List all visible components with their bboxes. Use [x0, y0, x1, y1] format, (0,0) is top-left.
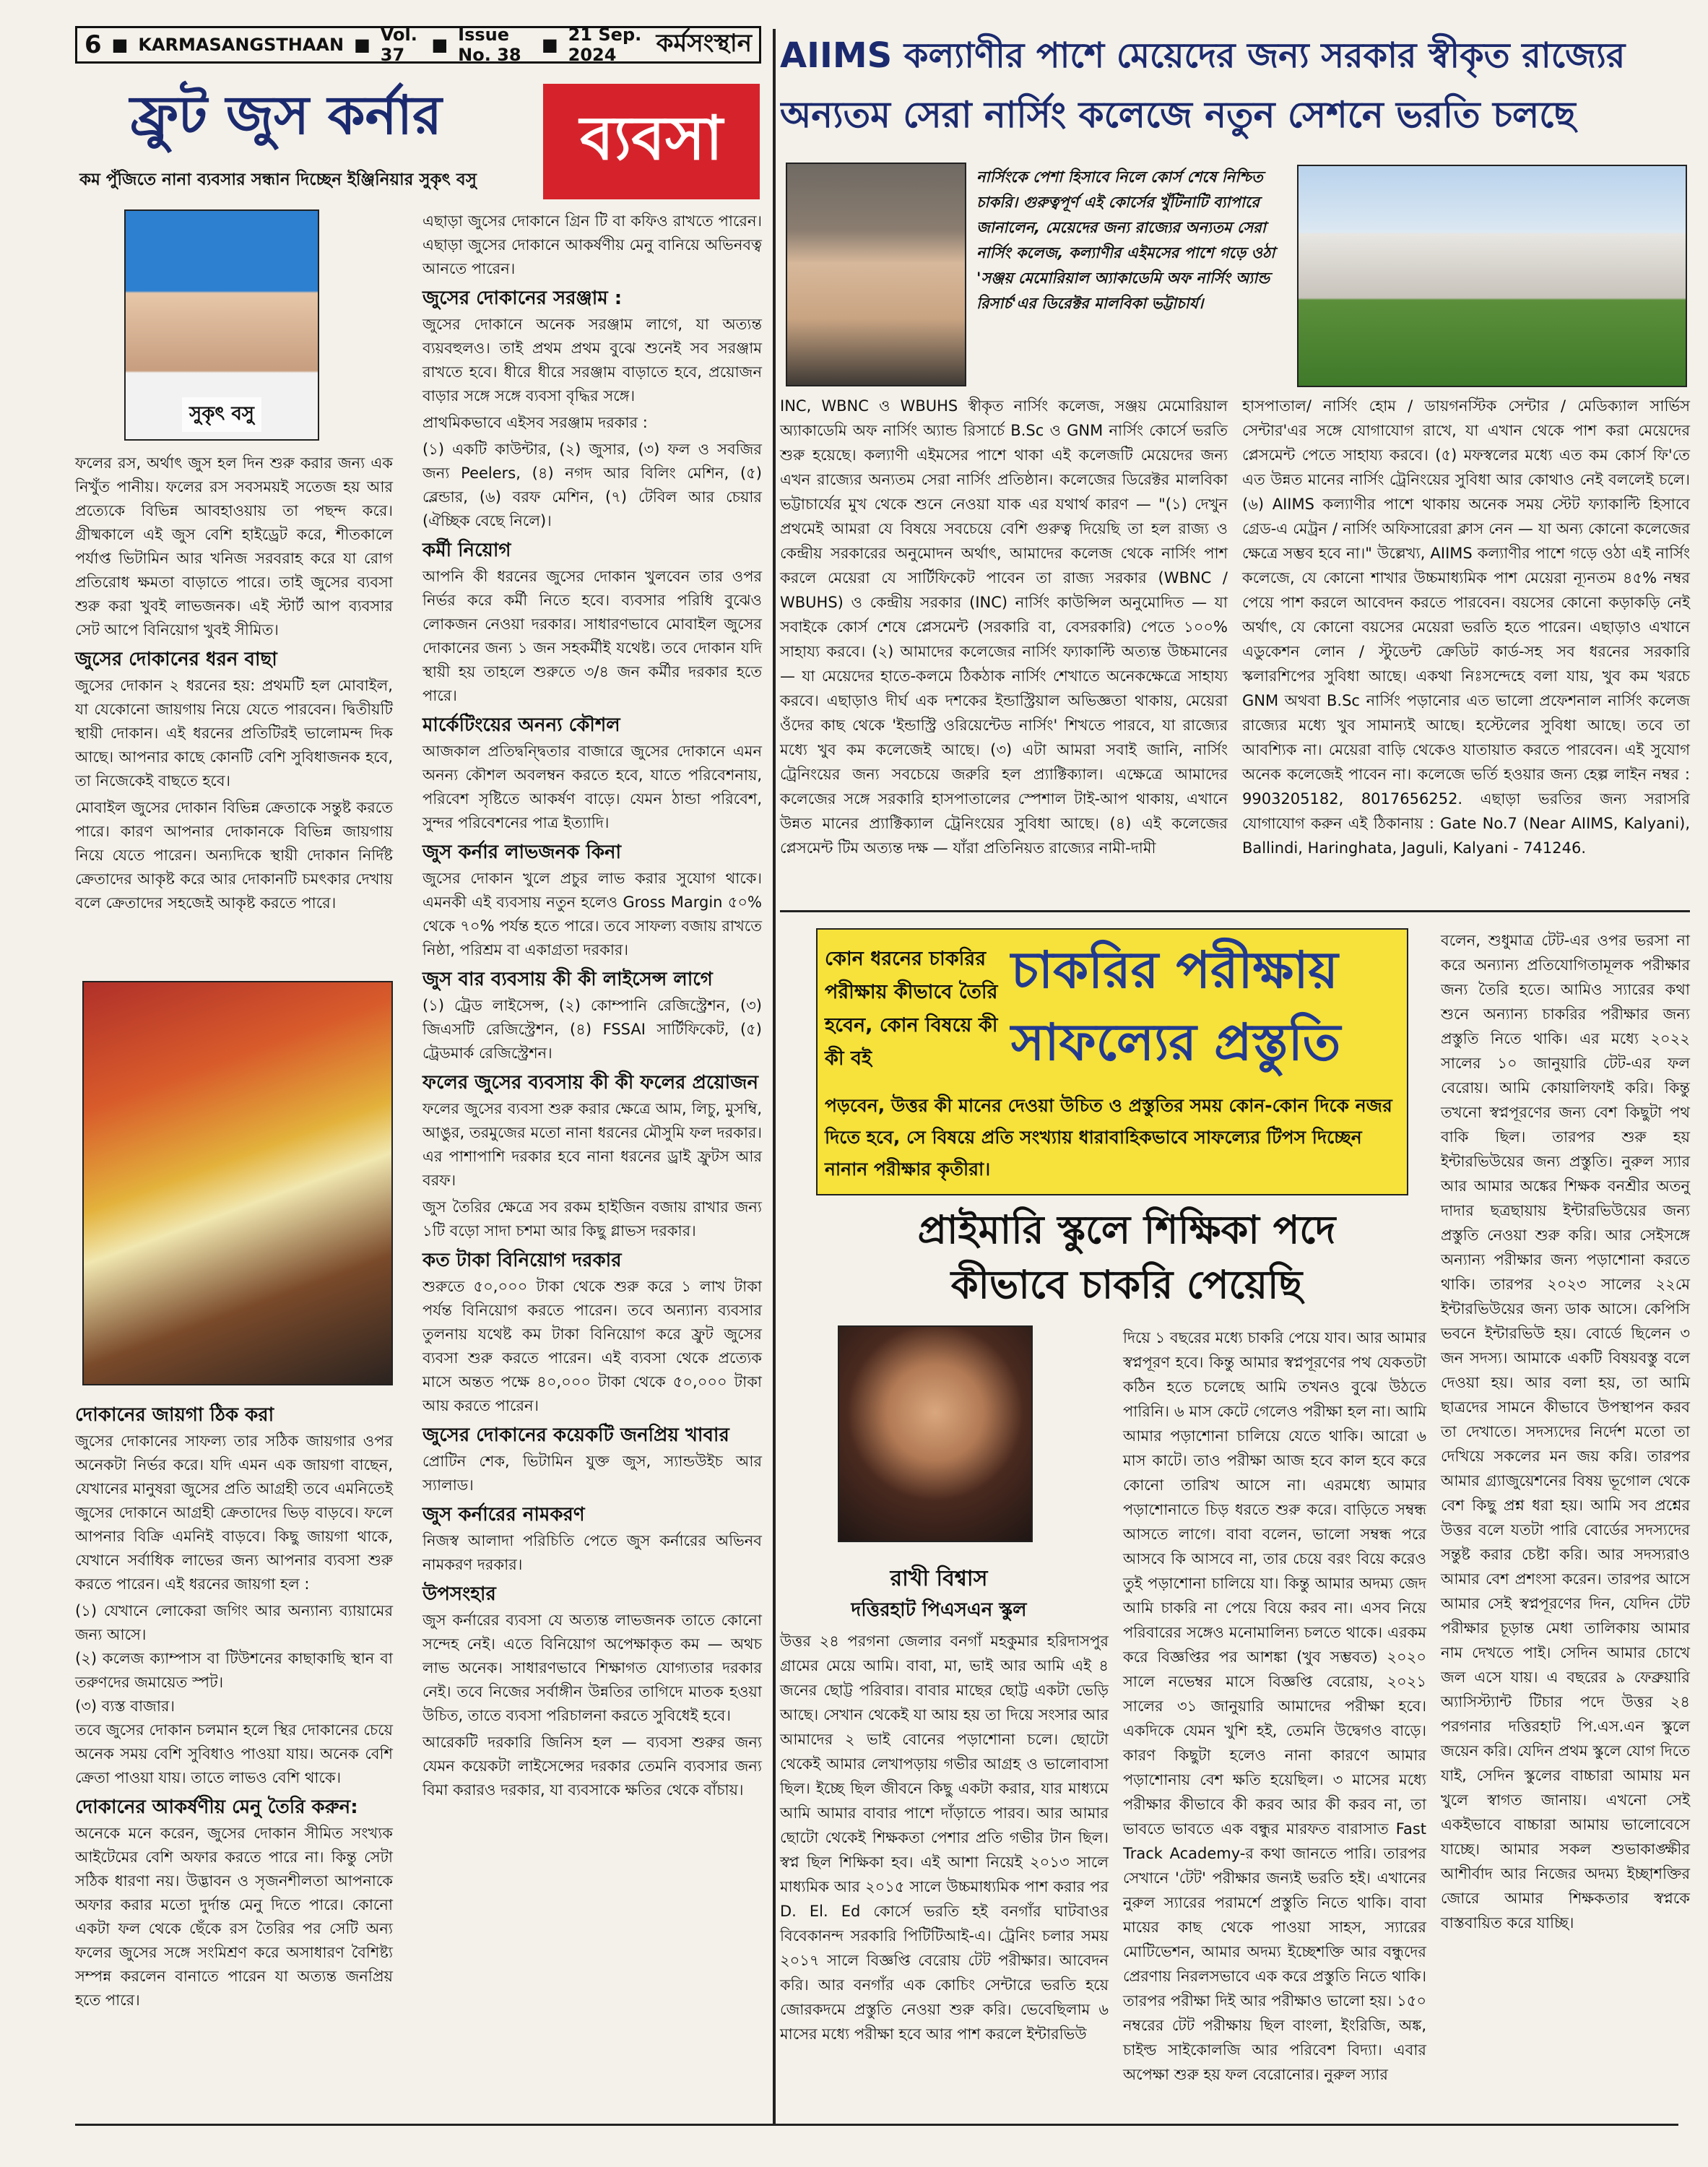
teacher-title-line-2: কীভাবে চাকরি পেয়েছি [950, 1262, 1303, 1307]
teacher-column-3: বলেন, শুধুমাত্র টেট-এর ওপর ভরসা না করে অন্যান্য প্রতিযোগিতামূলক পরীক্ষার জন্য তৈরি হতে। আমিও স্যারের কথা শুনে অন্যান্য চাকরির পরীক্ষার জন্য প্রস্তুতি নিতে থাকি। এর মধ্যে ২০২২ সালের ১০ জানুয়ারি টেট-এর ফল বেরোয়। আমি কোয়ালিফাই করি। কিন্তু তখনো স্বপ্নপূরণের জন্য বেশ কিছুটা পথ বাকি ছিল। তারপর শুরু হয় ইন্টারভিউয়ের জন্য প্রস্তুতি। নুরুল স্যার আর আমার অঙ্কের শিক্ষক বনশ্রীর অতনু দাদার ছত্রছায়ায় ইন্টারভিউয়ের জন্য প্রস্তুতি নেওয়া শুরু করি। আর সেইসঙ্গে অন্যান্য পরীক্ষার জন্য পড়াশোনা করতে থাকি। তারপর ২০২৩ সালের ২২মে ইন্টারভিউয়ের জন্য ডাক আসে। কেপিসি ভবনে ইন্টারভিউ হয়। বোর্ডে ছিলেন ৩ জন সদস্য। আমাকে একটি বিষয়বস্তু বলে দেওয়া হয়। আর বলা হয়, তা আমি ছাত্রদের সামনে কীভাবে উপস্থাপন করব তা দেখাতে। সদস্যদের নির্দেশ মতো তা দেখিয়ে সকলের মন জয় করি। তারপর আমার গ্র্যাজুয়েশনের বিষয় ভূগোল থেকে বেশ কিছু প্রশ্ন ধরা হয়। আমি সব প্রশ্নের উত্তর বলে যতটা পারি বোর্ডের সদস্যদের সন্তুষ্ট করার চেষ্টা করি। আর সদস্যরাও আমার বেশ প্রশংসা করেন। তারপর আসে আমার সেই স্বপ্নপূরণের দিন, যেদিন টেট পরীক্ষার চূড়ান্ত মেধা তালিকায় আমার নাম দেখতে পাই। সেদিন আমার চোখে জল এসে যায়। এ বছরের ৯ ফেব্রুয়ারি অ্যাসিস্ট্যান্ট টিচার পদে উত্তর ২৪ পরগনার দত্তিরহাট পি.এস.এন স্কুলে জয়েন করি। যেদিন প্রথম স্কুলে যোগ দিতে যাই, সেদিন স্কুলের বাচ্চারা আমায় মন খুলে স্বাগত জানায়। এখনো সেই একইভাবে বাচ্চারা আমায় ভালোবেসে যাচ্ছে। আমার সকল শুভাকাঙ্ক্ষীর আশীর্বাদ আর নিজের অদম্য ইচ্ছাশক্তির জোরে আমার শিক্ষকতার স্বপ্নকে বাস্তবায়িত করে যাচ্ছি। [1441, 932, 1690, 1932]
location-heading: দোকানের জায়গা ঠিক করা [75, 1404, 274, 1426]
juice-shop-photo [82, 981, 393, 1385]
shop-types-text: জুসের দোকান ২ ধরনের হয়: প্রথমটি হল মোবাইল, যা যেকোনো জায়গায় নিয়ে যেতে পারবেন। দ্বিতীয়টি স্থায়ী দোকান। এই ধরনের প্রতিটিরই ভালোমন্দ দিক আছে। আপনার কাছে কোনটি বেশি সুবিধাজনক হবে, তা নিজেকেই বাছতে হবে। [75, 677, 393, 790]
nursing-intro: নার্সিংকে পেশা হিসাবে নিলে কোর্স শেষে নিশ্চিত চাকরি। গুরুত্বপূর্ণ এই কোর্সের খুঁটিনাটি ব্যাপারে জানালেন, মেয়েদের জন্য রাজ্যের অন্যতম সেরা নার্সিং কলেজ, কল্যাণীর এইমসের পাশে গড়ে ওঠা 'সঞ্জয় মেমোরিয়াল অ্যাকাডেমি অফ নার্সিং অ্যান্ড রিসার্চ'এর ডিরেক্টর মালবিকা ভট্টাচার্য। [976, 168, 1275, 312]
page-number: 6 [84, 30, 102, 59]
location-after-text: তবে জুসের দোকান চলমান হলে স্থির দোকানের চেয়ে অনেক সময় বেশি সুবিধাও পাওয়া যায়। অনেক বেশি ক্রেতা পাওয়া যায়। তাতে লাভও বেশি থাকে। [75, 1721, 393, 1786]
brand-logo: কর্মসংস্থান [656, 28, 752, 58]
license-text: (১) ট্রেড লাইসেন্স, (২) কোম্পানি রেজিস্ট্রেশন, (৩) জিএসটি রেজিস্ট্রেশন, (৪) FSSAI সার্টিফিকেট, (৫) ট্রেডমার্ক রেজিস্ট্রেশন। [422, 997, 762, 1062]
final-text: আরেকটি দরকারি জিনিস হল — ব্যবসা শুরুর জন্য যেমন কয়েকটা লাইসেন্সের দরকার তেমনি ব্যবসার জন্য বিমা করারও দরকার, যা ব্যবসাকে ক্ষতির থেকে বাঁচায়। [422, 1734, 762, 1799]
nursing-title-line-1: AIIMS কল্যাণীর পাশে মেয়েদের জন্য সরকার স্বীকৃত রাজ্যের [780, 35, 1626, 76]
masthead-bar [75, 26, 761, 64]
location-list-item: (১) যেখানে লোকেরা জগিং আর অন্যান্য ব্যায়ামের জন্য আসে। [75, 1602, 393, 1643]
director-portrait [786, 163, 966, 386]
equipment-intro: প্রাথমিকভাবে এইসব সরঞ্জাম দরকার : [422, 414, 648, 431]
equipment-text: জুসের দোকানে অনেক সরঞ্জাম লাগে, যা অত্যন্ত ব্যয়বহুলও। তাই প্রথম প্রথম বুঝে শুনেই সব সরঞ্জাম রাখতে হবে। ধীরে ধীরে সরঞ্জাম বাড়াতে হবে, প্রয়োজন বাড়ার সঙ্গে সঙ্গে ব্যবসা বৃদ্ধির সঙ্গে। [422, 316, 762, 405]
exam-feature-box [816, 928, 1408, 1195]
equipment-list: (১) একটি কাউন্টার, (২) জুসার, (৩) ফল ও সবজির জন্য Peelers, (৪) নগদ আর বিলিং মেশিন, (৫) ব্লেন্ডার, (৬) বরফ মেশিন, (৭) টেবিল আর চেয়ার (ঐচ্ছিক বেছে নিলে)। [422, 441, 762, 529]
exam-box-title-1: চাকরির পরীক্ষায় [1011, 940, 1338, 1000]
juice-intro: ফলের রস, অর্থাৎ জুস হল দিন শুরু করার জন্য এক নিখুঁত পানীয়। ফলের রস সবসময়ই সতেজ হয় আর প্রত্যেকে বিভিন্ন আবহাওয়ায় তা পছন্দ করে। গ্রীষ্মকালে এই জুস বেশি হাইড্রেট করে, শীতকালে পর্যাপ্ত ভিটামিন আর খনিজ সরবরাহ করে যা রোগ প্রতিরোধ ক্ষমতা বাড়াতে পারে। তাই জুসের ব্যবসা শুরু করা খুবই লাভজনক। এই স্টার্ট আপ ব্যবসার সেট আপে বিনিয়োগ খুবই সীমিত। [75, 454, 393, 639]
exam-box-left-text: কোন ধরনের চাকরির পরীক্ষায় কীভাবে তৈরি হবেন, কোন বিষয়ে কী কী বই [825, 948, 998, 1070]
location-list [75, 1599, 393, 1718]
popular-heading: জুসের দোকানের কয়েকটি জনপ্রিয় খাবার [422, 1424, 729, 1446]
college-building-photo [1297, 165, 1687, 387]
issue-number: Issue No. 38 [458, 25, 521, 65]
popular-text: প্রোটিন শেক, ভিটামিন যুক্ত জুস, স্যান্ডউইচ আর স্যালাড। [422, 1453, 762, 1494]
section-divider [780, 910, 1690, 912]
teacher-column-2: দিয়ে ১ বছরের মধ্যে চাকরি পেয়ে যাব। আর আমার স্বপ্নপূরণ হবে। কিন্তু আমার স্বপ্নপূরণের পথ যেকতটা কঠিন হতে চলেছে আমি তখনও বুঝে উঠতে পারিনি। ৬ মাস কেটে গেলেও পরীক্ষা হল না। আমি আমার পড়াশোনা চালিয়ে যেতে থাকি। আরো ৬ মাস কাটে। তাও পরীক্ষা আজ হবে কাল হবে করে কোনো তারিখ আসে না। এরমধ্যে আমার পড়াশোনাতে চিড় ধরতে শুরু করে। বাড়িতে সম্বন্ধ আসতে লাগে। বাবা বলেন, ভালো সম্বন্ধ পরে আসবে কি আসবে না, তার চেয়ে বরং বিয়ে করেও তুই পড়াশোনা চালিয়ে যা। কিন্তু আমার অদম্য জেদ আমি চাকরি না পেয়ে বিয়ে করব না। এসব নিয়ে পরিবারের সঙ্গেও মনোমালিন্য চলতে থাকে। এরকম করে বিজ্ঞপ্তির পর আশঙ্কা (খুব সম্ভবত) ২০২০ সালে নভেম্বর মাসে বিজ্ঞপ্তি বেরোয়, ২০২১ সালের ৩১ জানুয়ারি আমাদের পরীক্ষা হবে। একদিকে যেমন খুশি হই, তেমনি উদ্বেগও বাড়ে। কারণ কিছুটা হলেও নানা কারণে আমার পড়াশোনায় বেশ ক্ষতি হয়েছিল। ৩ মাসের মধ্যে পরীক্ষার কীভাবে কী করব আর কী করব না, তা ভাবতে ভাবতে এক বন্ধুর মারফত বারাসাত Fast Track Academy-র কথা জানতে পারি। তারপর সেখানে 'টেট' পরীক্ষার জন্যই ভরতি হই। এখানের নুরুল স্যারের পরামর্শে প্রস্তুতি নিতে থাকি। বাবা মায়ের কাছ থেকে পাওয়া সাহস, স্যারের মোটিভেশন, আমার অদম্য ইচ্ছেশক্তি আর বন্ধুদের প্রেরণায় নিরলসভাবে এক করে প্রস্তুতি নিতে থাকি। তারপর পরীক্ষা দিই আর পরীক্ষাও ভালো হয়। ১৫০ নম্বরের টেট পরীক্ষায় ছিল বাংলা, ইংরিজি, অঙ্ক, চাইল্ড সাইকোলজি আর পরিবেশ বিদ্যা। এবার অপেক্ষা শুরু হয় ফল বেরোনোর। নুরুল স্যার [1123, 1329, 1426, 2083]
issue-date: 21 Sep. 2024 [568, 25, 642, 65]
investment-heading: কত টাকা বিনিয়োগ দরকার [422, 1250, 622, 1271]
hygiene-text: জুস তৈরির ক্ষেত্রে সব রকম হাইজিন বজায় রাখার জন্য ১টি বড়ো সাদা চশমা আর কিছু গ্লাভস দরকার। [422, 1198, 762, 1240]
section-tag-label: ব্যবসা [580, 101, 723, 173]
conclusion-heading: উপসংহার [422, 1583, 496, 1605]
section-tag [543, 84, 760, 199]
juice-title: ফ্রুট জুস কর্নার [130, 85, 442, 147]
teacher-portrait [838, 1325, 1033, 1542]
staff-text: আপনি কী ধরনের জুসের দোকান খুলবেন তার ওপর নির্ভর করে কর্মী নিতে হবে। ব্যবসার পরিধি বুঝেও লোকজন নেওয়া দরকার। সাধারণভাবে মোবাইল জুসের দোকানের জন্য ১ জন সহকর্মীই যথেষ্ট। তবে দোকান যদি স্থায়ী হয় তাহলে শুরুতে ৩/৪ জন কর্মীর দরকার হতে পারে। [422, 568, 762, 704]
nursing-title-line-2: অন্যতম সেরা নার্সিং কলেজে নতুন সেশনে ভরতি চলছে [780, 94, 1576, 136]
exam-box-bottom-text: পড়বেন, উত্তর কী মানের দেওয়া উচিত ও প্রস্তুতির সময় কোন-কোন দিকে নজর দিতে হবে, সে বিষয়ে প্রতি সংখ্যায় ধারাবাহিকভাবে সাফল্যের টিপস দিচ্ছেন নানান পরীক্ষার কৃতীরা। [825, 1095, 1392, 1180]
nursing-body-left: INC, WBNC ও WBUHS স্বীকৃত নার্সিং কলেজ, সঞ্জয় মেমোরিয়াল অ্যাকাডেমি অফ নার্সিং অ্যান্ড রিসার্চে B.Sc ও GNM নার্সিং কোর্সে ভরতি শুরু হয়েছে। কল্যাণী এইমসের পাশে থাকা এই কলেজটি মেয়েদের জন্য এখন রাজ্যের অন্যতম সেরা নার্সিং প্রতিষ্ঠান। কলেজের ডিরেক্টর মালবিকা ভট্টাচার্যের মুখ থেকে শুনে নেওয়া যাক এর যথার্থ কারণ — "(১) দেখুন প্রথমেই আমরা যে বিষয়ে সবচেয়ে বেশি গুরুত্ব দিয়েছি তা হল রাজ্য ও কেন্দ্রীয় সরকারের অনুমোদন অর্থাৎ, আমাদের কলেজ থেকে নার্সিং পাশ করলে মেয়েরা যে সার্টিফিকেট পাবেন তা রাজ্য সরকার (WBNC / WBUHS) ও কেন্দ্রীয় সরকার (INC) নার্সিং কাউন্সিল অনুমোদিত — যা সবাইকে কোর্স শেষে প্লেসমেন্ট (সরকারি বা, বেসরকারি) পেতে ১০০% সাহায্য করবে। (২) আমাদের কলেজের নার্সিং ফ্যাকাল্টি অত্যন্ত উচ্চমানের — যা মেয়েদের হাতে-কলমে ঠিকঠাক নার্সিং শেখাতে অনেকক্ষেত্রে সাহায্য করবে। এছাড়াও দীর্ঘ এক দশকের ইন্ডাস্ট্রিয়াল অভিজ্ঞতা থাকায়, মেয়েরা ওঁদের কাছ থেকে 'ইন্ডাস্ট্রি ওরিয়েন্টেড নার্সিং' শিখতে পারবে, যা রাজ্যের মধ্যে খুব কম কলেজেই আছে। (৩) এটা আমরা সবাই জানি, নার্সিং ট্রেনিংয়ের জন্য সবচেয়ে জরুরি হল প্র্যাক্টিক্যাল। এক্ষেত্রে আমাদের কলেজের সঙ্গে সরকারি হাসপাতালের স্পেশাল টাই-আপ থাকায়, এখানে উন্নত মানের প্র্যাক্টিক্যাল ট্রেনিংয়ের সুবিধা আছে। (৪) এই কলেজের প্লেসমেন্ট টিম অত্যন্ত দক্ষ — যাঁরা প্রতিনিয়ত রাজ্যের নামী-দামী [780, 397, 1228, 857]
exam-box-title-2: সাফল্যের প্রস্তুতি [1011, 1013, 1341, 1072]
fruits-heading: ফলের জুসের ব্যবসায় কী কী ফলের প্রয়োজন [422, 1072, 759, 1094]
shop-types-heading: জুসের দোকানের ধরন বাছা [75, 649, 277, 670]
location-list-item: (২) কলেজ ক্যাম্পাস বা টিউশনের কাছাকাছি স্থান বা তরুণদের জমায়েত স্পট। [75, 1650, 393, 1691]
mobile-shop-text: মোবাইল জুসের দোকান বিভিন্ন ক্রেতাকে সন্তুষ্ট করতে পারে। কারণ আপনার দোকানকে বিভিন্ন জায়গায় নিয়ে যেতে পারেন। অন্যদিকে স্থায়ী দোকান নির্দিষ্ট ক্রেতাদের আকৃষ্ট করে আর দোকানটি চমৎকার দেখায় বলে ক্রেতাদের সহজেই আকৃষ্ট করতে পারে। [75, 799, 393, 912]
juice-column-2 [422, 209, 762, 1805]
square-bullet-icon: ■ [541, 35, 558, 55]
square-bullet-icon: ■ [111, 35, 129, 55]
square-bullet-icon: ■ [354, 35, 370, 55]
publication-name: KARMASANGSTHAAN [138, 35, 344, 55]
conclusion-text: জুস কর্নারের ব্যবসা যে অত্যন্ত লাভজনক তাতে কোনো সন্দেহ নেই। এতে বিনিয়োগ অপেক্ষাকৃত কম — অথচ লাভ অনেক। সাধারণভাবে শিক্ষাগত যোগ্যতার দরকার নেই। তবে নিজের সর্বাঙ্গীন উন্নতির তাগিদে মাতক হওয়া উচিত, তাতে ব্যবসা পরিচালনা করতে সুবিধেই হবে। [422, 1612, 762, 1724]
marketing-heading: মার্কেটিংয়ের অনন্য কৌশল [422, 714, 620, 736]
portrait-caption: সুকৃৎ বসু [182, 397, 261, 432]
juice-column-1-top [75, 451, 393, 918]
equipment-heading: জুসের দোকানের সরঞ্জাম : [422, 287, 623, 309]
profit-text: জুসের দোকান খুলে প্রচুর লাভ করার সুযোগ থাকে। এমনকী এই ব্যবসায় নতুন হলেও Gross Margin ৫০% থেকে ৭০% পর্যন্ত হতে পারে। তবে সাফল্য বজায় রাখতে নিষ্ঠা, পরিশ্রম বা একাগ্রতা দরকার। [422, 870, 762, 959]
volume-number: Vol. 37 [380, 25, 417, 65]
profit-heading: জুস কর্নার লাভজনক কিনা [422, 842, 622, 863]
teacher-name: রাখী বিশ্বাস [890, 1566, 988, 1591]
teacher-school: দত্তিরহাট পিএসএন স্কুল [851, 1599, 1027, 1621]
menu-heading: দোকানের আকর্ষণীয় মেনু তৈরি করুন: [75, 1796, 358, 1818]
fruits-text: ফলের জুসের ব্যবসা শুরু করার ক্ষেত্রে আম, লিচু, মুসম্বি, আঙুর, তরমুজের মতো নানা ধরনের মৌসুমি ফল দরকার। এর পাশাপাশি দরকার হবে নানা ধরনের ড্রাই ফ্রুটস আর বরফ। [422, 1100, 762, 1189]
menu-text: অনেকে মনে করেন, জুসের দোকান সীমিত সংখ্যক আইটেমের বেশি অফার করতে পারে না। কিন্তু সেটা সঠিক ধারণা নয়। উদ্ভাবন ও সৃজনশীলতা আপনাকে অফার করার মতো দুর্দান্ত মেনু দিতে পারে। কোনো একটা ফল থেকে ছেঁকে রস তৈরির পর সেটি অন্য ফলের জুসের সঙ্গে সংমিশ্রণ করে অসাধারণ বৈশিষ্ট্য সম্পন্ন করলেন বানাতে পারেন যা অত্যন্ত জনপ্রিয় হতে পারে। [75, 1825, 393, 2009]
naming-text: নিজস্ব আলাদা পরিচিতি পেতে জুস কর্নারের অভিনব নামকরণ দরকার। [422, 1532, 762, 1573]
column-divider [773, 29, 776, 2124]
nursing-body-right: হাসপাতাল/ নার্সিং হোম / ডায়গনস্টিক সেন্টার / মেডিক্যাল সার্ভিস সেন্টার'এর সঙ্গে যোগাযোগ রাখে, যা এখান থেকে পাশ করা মেয়েদের প্লেসমেন্ট পেতে সাহায্য করবে। (৫) মফস্বলের মধ্যে এত কম কোর্স ফি'তে এত উন্নত মানের নার্সিং ট্রেনিংয়ের সুবিধা আর কোথাও নেই বললেই চলে। (৬) AIIMS কল্যাণীর পাশে থাকায় অনেক সময় স্টেট ফ্যাকাল্টি হিসাবে গ্রেড-এ মেট্রন / নার্সিং অফিসারেরা ক্লাস নেন — যা অন্য কোনো কলেজের ক্ষেত্রে সম্ভব হবে না।" উল্লেখ্য, AIIMS কল্যাণীর পাশে গড়ে ওঠা এই নার্সিং কলেজে, যে কোনো শাখার উচ্চমাধ্যমিক পাশ মেয়েরা ন্যূনতম ৪৫% নম্বর পেয়ে পাশ করলে আবেদন করতে পারবেন। বয়সের কোনো কড়াকড়ি নেই অর্থাৎ, যে কোনো বয়সের মেয়েরা ভরতি হতে পারেন। এছাড়াও এখানে এডুকেশন লোন / স্টুডেন্ট ক্রেডিট কার্ড-সহ সব ধরনের সরকারি স্কলারশিপের সুবিধা আছে। একথা নিঃসন্দেহে বলা যায়, খুব কম খরচে GNM অথবা B.Sc নার্সিং পড়ানোর এত ভালো প্রফেশনাল নার্সিং কলেজ রাজ্যের মধ্যে খুব সামান্যই আছে। হস্টেলের সুবিধা আছে। তবে তা আবশ্যিক না। মেয়েরা বাড়ি থেকেও যাতায়াত করতে পারবেন। এই সুযোগ অনেক কলেজেই পাবেন না। কলেজে ভর্তি হওয়ার জন্য হেল্প লাইন নম্বর : 9903205182, 8017656252. এছাড়া ভরতির জন্য সরাসরি যোগাযোগ করুন এই ঠিকানায় : Gate No.7 (Near AIIMS, Kalyani), Ballindi, Haringhata, Jaguli, Kalyani - 741246. [1242, 397, 1690, 857]
teacher-column-1: উত্তর ২৪ পরগনা জেলার বনগাঁ মহকুমার হরিদাসপুর গ্রামের মেয়ে আমি। বাবা, মা, ভাই আর আমি এই ৪ জনের ছোট্ট পরিবার। বাবার মাছের ছোট্ট একটা ভেড়ি আছে। সেখান থেকেই যা আয় হয় তা দিয়ে সংসার আর আমাদের ২ ভাই বোনের পড়াশোনা চলে। ছোটো থেকেই আমার লেখাপড়ায় গভীর আগ্রহ ও ভালোবাসা ছিল। ইচ্ছে ছিল জীবনে কিছু একটা করার, যার মাধ্যমে আমি আমার বাবার পাশে দাঁড়াতে পারব। আর আমার ছোটো থেকেই শিক্ষকতা পেশার প্রতি গভীর টান ছিল। স্বপ্ন ছিল শিক্ষিকা হব। এই আশা নিয়েই ২০১৩ সালে মাধ্যমিক আর ২০১৫ সালে উচ্চমাধ্যমিক পাশ করার পর D. El. Ed কোর্সে ভরতি হই বনগাঁর ঘাটবাওর বিবেকানন্দ সরকারি পিটিটিআই-এ। ট্রেনিং চলার সময় ২০১৭ সালে বিজ্ঞপ্তি বেরোয় টেট পরীক্ষার। আবেদন করি। আর বনগাঁর এক কোচিং সেন্টারে ভরতি হয়ে জোরকদমে প্রস্তুতি নেওয়া শুরু করি। ভেবেছিলাম ৬ মাসের মধ্যে পরীক্ষা হবে আর পাশ করলে ইন্টারভিউ [780, 1632, 1109, 2043]
staff-heading: কর্মী নিয়োগ [422, 540, 511, 561]
license-heading: জুস বার ব্যবসায় কী কী লাইসেন্স লাগে [422, 969, 713, 990]
location-list-item: (৩) ব্যস্ত বাজার। [75, 1697, 175, 1715]
author-portrait [124, 209, 319, 441]
teacher-title-line-1: প্রাইমারি স্কুলে শিক্ষিকা পদে [917, 1207, 1336, 1253]
juice-byline: কম পুঁজিতে নানা ব্যবসার সন্ধান দিচ্ছেন ইঞ্জিনিয়ার সুকৃৎ বসু [79, 170, 477, 189]
juice-column-1-bottom [75, 1398, 393, 2015]
investment-text: শুরুতে ৫০,০০০ টাকা থেকে শুরু করে ১ লাখ টাকা পর্যন্ত বিনিয়োগ করতে পারেন। তবে অন্যান্য ব্যবসার তুলনায় যথেষ্ট কম টাকা বিনিয়োগ করে ফ্রুট জুসের ব্যবসা শুরু করতে পারেন। এই ব্যবসা থেকে প্রত্যেক মাসে অন্তত পক্ষে ৪০,০০০ টাকা থেকে ৫০,০০০ টাকা আয় করতে পারেন। [422, 1278, 762, 1414]
col2-intro: এছাড়া জুসের দোকানে গ্রিন টি বা কফিও রাখতে পারেন। এছাড়া জুসের দোকানে আকর্ষণীয় মেনু বানিয়ে অভিনবত্ব আনতে পারেন। [422, 212, 762, 277]
naming-heading: জুস কর্নারের নামকরণ [422, 1504, 585, 1526]
page-bottom-rule [75, 2124, 1678, 2126]
marketing-text: আজকাল প্রতিদ্বন্দ্বিতার বাজারে জুসের দোকানে এমন অনন্য কৌশল অবলম্বন করতে হবে, যাতে পরিবেশনায়, পরিবেশ সৃষ্টিতে আকর্ষণ বাড়ে। যেমন ঠান্ডা পরিবেশ, সুন্দর পরিবেশনের পাত্র ইত্যাদি। [422, 743, 762, 831]
square-bullet-icon: ■ [431, 35, 448, 55]
location-text: জুসের দোকানের সাফল্য তার সঠিক জায়গার ওপর অনেকটা নির্ভর করে। যদি এমন এক জায়গা বাছেন, যেখানের মানুষরা জুসের প্রতি আগ্রহী তবে এমনিতেই জুসের দোকানে আগ্রহী ক্রেতাদের ভিড় বাড়বে। ফলে আপনার বিক্রি এমনিই বাড়বে। কিছু জায়গা থাকে, যেখানে সর্বাধিক লাভের জন্য আপনার ব্যবসা শুরু করতে পারেন। এই ধরনের জায়গা হল : [75, 1432, 393, 1593]
